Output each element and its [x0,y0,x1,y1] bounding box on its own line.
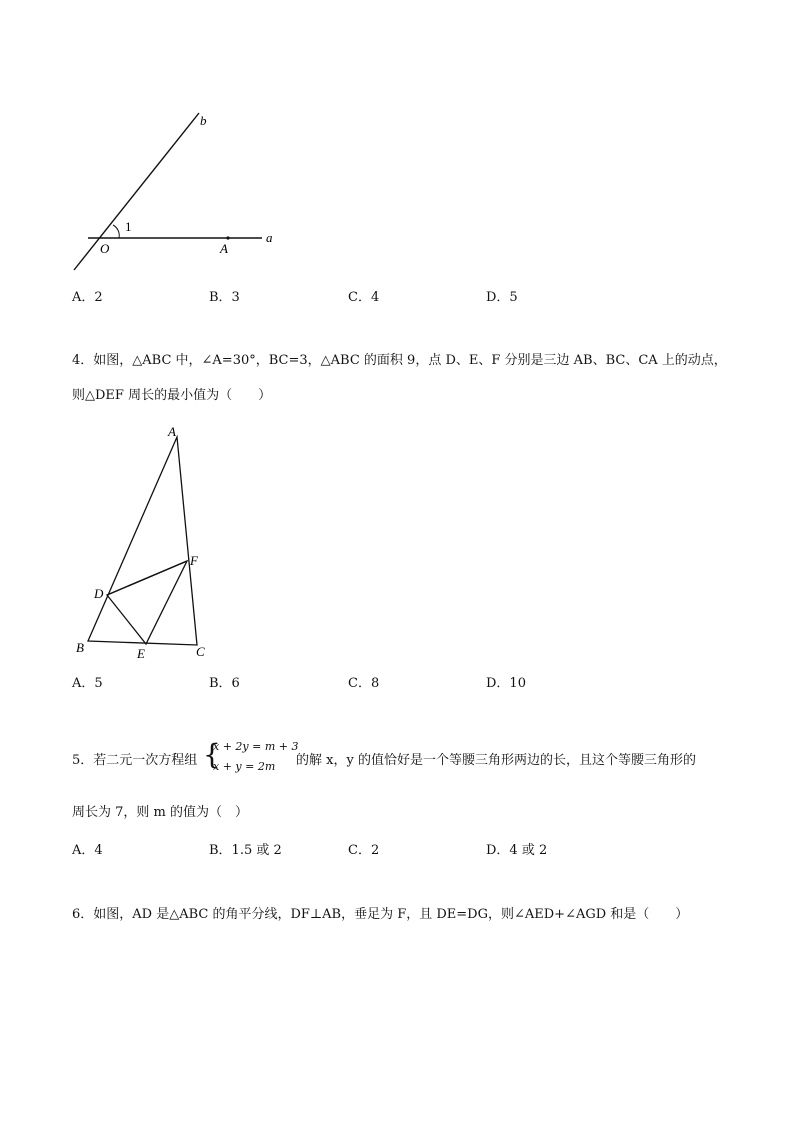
q5-option-d[interactable]: D．4 或 2 [486,843,548,858]
q5-option-a[interactable]: A．4 [72,843,103,858]
q4-label-a: A [168,424,176,439]
q5-option-c[interactable]: C．2 [348,843,380,858]
q3-option-c[interactable]: C．4 [348,290,380,305]
q3-option-b[interactable]: B．3 [209,290,240,305]
q4-option-a[interactable]: A．5 [72,676,103,691]
label-b: b [200,113,207,128]
q5-option-b[interactable]: B．1.5 或 2 [209,843,282,858]
q6-question-line1: 6．如图，AD 是△ABC 的角平分线，DF⊥AB，垂足为 F，且 DE=DG，则∠AED+∠AGD 和是（ ） [72,907,689,922]
q3-option-d[interactable]: D．5 [486,290,518,305]
q4-option-c[interactable]: C．8 [348,676,380,691]
q5-question-suffix: 的解 x，y 的值恰好是一个等腰三角形两边的长，且这个等腰三角形的 [296,753,696,768]
q4-label-b: B [76,640,84,655]
q4-option-b[interactable]: B．6 [209,676,240,691]
label-a-ray: a [266,230,273,245]
q5-equation-2: x + y = 2m [213,760,276,773]
q3-option-a[interactable]: A．2 [72,290,103,305]
equation-brace: { [203,738,221,771]
q5-question-prefix: 5．若二元一次方程组 [72,753,198,768]
q4-label-e: E [137,646,145,661]
q4-label-d: D [94,586,104,601]
q5-equation-1: x + 2y = m + 3 [213,740,299,753]
ray-b-line [74,113,199,270]
q4-option-d[interactable]: D．10 [486,676,526,691]
q4-label-f: F [190,553,198,568]
q4-question-line1: 4．如图，△ABC 中，∠A=30°，BC=3，△ABC 的面积 9，点 D、E、F 分别是三边 AB、BC、CA 上的动点， [72,353,727,368]
q4-label-c: C [196,644,205,659]
segment-df-line [107,561,187,595]
q4-question-line2: 则△DEF 周长的最小值为（ ） [72,388,272,403]
q5-question-line2: 周长为 7，则 m 的值为（ ） [72,805,248,820]
label-a-point: A [220,241,228,256]
label-o: O [100,241,110,256]
angle-1-arc [113,225,119,238]
q3-angle-figure [60,105,290,280]
label-1: 1 [125,219,132,234]
triangle-def [107,561,187,644]
point-a-dot [226,236,229,239]
triangle-abc [88,437,197,645]
q4-triangle-figure [70,420,220,665]
